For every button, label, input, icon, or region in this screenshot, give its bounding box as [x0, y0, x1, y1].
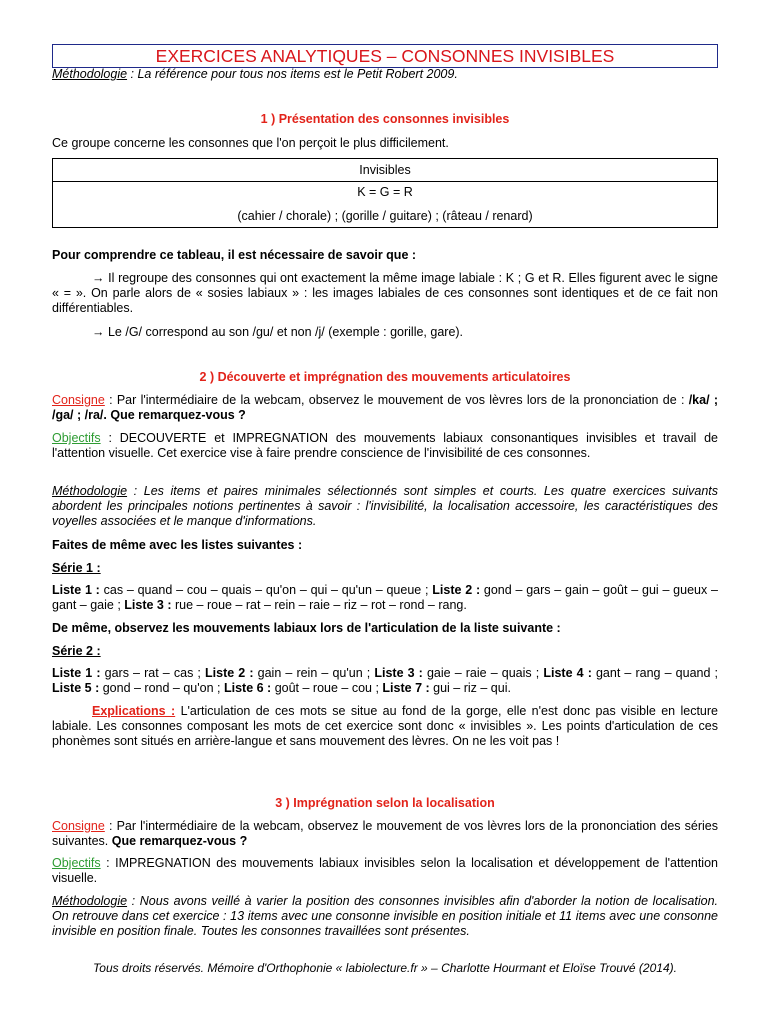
list-label: Liste 3 : — [124, 598, 172, 612]
section-3-objectifs — [52, 856, 718, 886]
list-words: gant – rang – quand ; — [591, 666, 719, 680]
faites-heading: Faites de même avec les listes suivantes : — [52, 538, 303, 552]
serie-2-label: Série 2 : — [52, 644, 101, 658]
explications-text: L'articulation de ces mots se situe au fond de la gorge, elle n'est donc pas visible en lecture labiale. Les consonnes composant les mots de cet exercice sont donc « invisibles ». Les points d'articulation de ces phonèmes sont situés en arrière-langue et sans mouvement des lèvres. On ne les voit pas ! — [52, 704, 719, 748]
objectifs-label: Objectifs — [52, 856, 101, 870]
list-label: Liste 2 : — [432, 583, 481, 597]
de-meme-heading: De même, observez les mouvements labiaux lors de l'articulation de la liste suivante : — [52, 621, 561, 635]
table-header: Invisibles — [53, 159, 717, 182]
list-label: Liste 6 : — [223, 681, 272, 695]
section-2-objectifs — [52, 431, 718, 461]
list-words: gui – riz – qui. — [429, 681, 511, 695]
list-label: Liste 1 : — [52, 583, 100, 597]
table-row-examples: (cahier / chorale) ; (gorille / guitare) ; (râteau / renard) — [237, 209, 533, 223]
list-words: rue – roue – rat – rein – raie – riz – rot – rond – rang. — [171, 598, 467, 612]
section-3-consigne — [52, 819, 718, 849]
invisibles-table — [52, 158, 718, 228]
list-label: Liste 1 : — [52, 666, 101, 680]
objectifs-label: Objectifs — [52, 431, 101, 445]
list-words: gain – rein – qu'un ; — [253, 666, 375, 680]
methodology-label: Méthodologie — [52, 894, 128, 908]
list-words: gaie – raie – quais ; — [422, 666, 544, 680]
understand-heading: Pour comprendre ce tableau, il est nécessaire de savoir que : — [52, 248, 417, 262]
methodology-text: : Les items et paires minimales sélectionnés sont simples et courts. Les quatre exercices suivants abordent les principales notions pertinentes à savoir : l'invisibilité, la localisation accessoire, les caractéristiques des voyelles associées et le manque d'informations. — [52, 484, 718, 528]
serie-1-label: Série 1 : — [52, 561, 101, 575]
consigne-text: : Par l'intermédiaire de la webcam, observez le mouvement de vos lèvres lors de la prononciation de : — [104, 393, 689, 407]
methodology-text: : La référence pour tous nos items est le Petit Robert 2009. — [127, 67, 458, 81]
list-label: Liste 4 : — [543, 666, 592, 680]
serie-1-lists — [52, 583, 718, 613]
list-label: Liste 3 : — [374, 666, 423, 680]
consigne-question: Que remarquez-vous ? — [111, 834, 248, 848]
methodology-note — [52, 67, 718, 82]
list-label: Liste 7 : — [382, 681, 430, 695]
methodology-label: Méthodologie — [52, 67, 128, 81]
list-words: gond – rond – qu'on ; — [99, 681, 224, 695]
table-row-letters: K = G = R — [357, 185, 413, 199]
list-words: gars – rat – cas ; — [100, 666, 206, 680]
consigne-sounds: /ka/ ; /ga/ ; /ra/ — [52, 393, 718, 422]
objectifs-text: : IMPREGNATION des mouvements labiaux invisibles selon la localisation et développement de l'attention visuelle. — [52, 856, 718, 885]
section-3-methodology — [52, 894, 718, 939]
section-2-methodology — [52, 484, 718, 529]
consigne-label: Consigne — [52, 819, 105, 833]
page-title: EXERCICES ANALYTIQUES – CONSONNES INVISIBLES — [52, 44, 718, 68]
consigne-label: Consigne — [52, 393, 105, 407]
consigne-text: : Par l'intermédiaire de la webcam, observez le mouvement de vos lèvres lors de la prononciation des séries suivantes. — [52, 819, 718, 848]
list-words: cas – quand – cou – quais – qu'on – qui – qu'un – queue ; — [99, 583, 433, 597]
objectifs-text: : DECOUVERTE et IMPREGNATION des mouvements labiaux consonantiques invisibles et travail de l'attention visuelle. Cet exercice vise à faire prendre conscience de l'invisibilité de ces consonnes. — [52, 431, 718, 460]
explications-label: Explications : — [92, 704, 176, 718]
serie-2-lists — [52, 666, 718, 696]
point-1: → Il regroupe des consonnes qui ont exactement la même image labiale : K ; G et R. Elles figurent avec le signe « = ». On parle alors de « sosies labiaux » : les images labiales de ces consonnes sont identiques et de ce fait non différentiables. — [52, 271, 718, 315]
section-2-consigne — [52, 393, 718, 423]
list-words: goût – roue – cou ; — [271, 681, 383, 695]
consigne-question: . Que remarquez-vous ? — [103, 408, 246, 422]
section-2-heading: 2 ) Découverte et imprégnation des mouvements articulatoires — [199, 370, 571, 384]
list-label: Liste 2 : — [205, 666, 254, 680]
list-label: Liste 5 : — [52, 681, 100, 695]
explications — [52, 704, 718, 749]
list-words: gond – gars – gain – goût – gui – gueux – gant – gaie ; — [52, 583, 718, 612]
methodology-text: : Nous avons veillé à varier la position des consonnes invisibles afin d'aborder la notion de localisation. On retrouve dans cet exercice : 13 items avec une consonne invisible en position initiale et 11 items avec une consonne invisible en position finale. Toutes les consonnes travaillées sont présentes. — [52, 894, 718, 938]
point-2: → Le /G/ correspond au son /gu/ et non /j/ (exemple : gorille, gare). — [92, 325, 464, 339]
methodology-label: Méthodologie — [52, 484, 128, 498]
section-1-intro: Ce groupe concerne les consonnes que l'on perçoit le plus difficilement. — [52, 136, 449, 150]
page-footer: Tous droits réservés. Mémoire d'Orthophonie « labiolecture.fr » – Charlotte Hourmant et Eloïse Trouvé (2014). — [93, 961, 677, 975]
section-1-heading: 1 ) Présentation des consonnes invisibles — [260, 112, 510, 126]
section-3-heading: 3 ) Imprégnation selon la localisation — [275, 796, 495, 810]
